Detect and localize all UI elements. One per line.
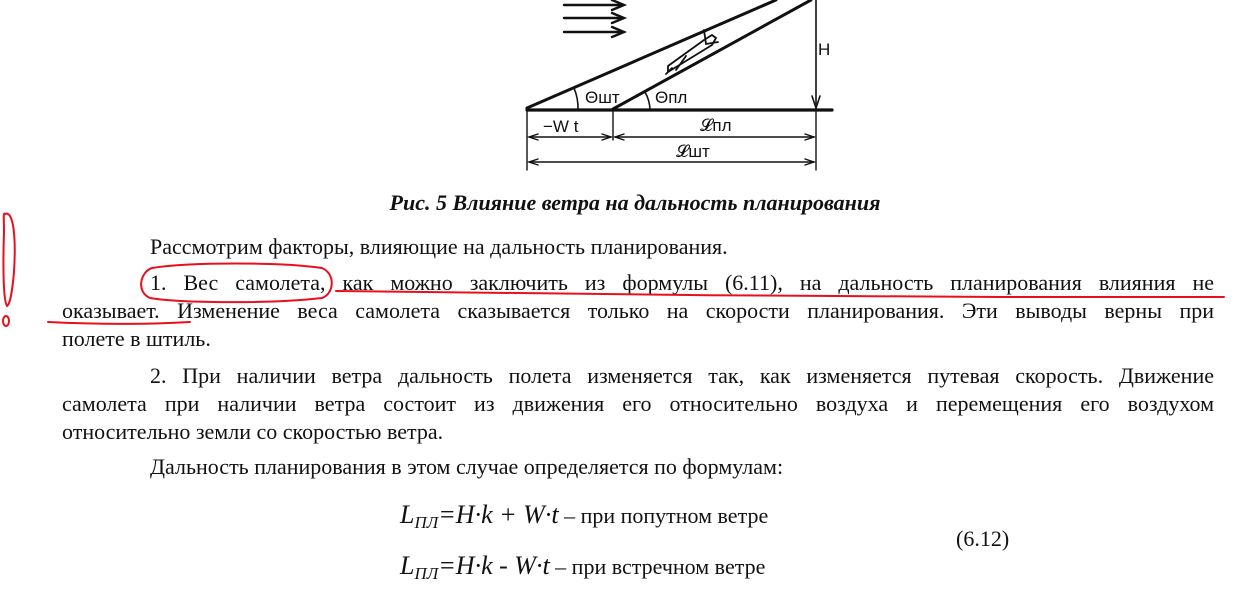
paragraph-2-line-2: самолета при наличии ветра состоит из движения его относительно воздуха и перемещения его воздухом (62, 391, 1214, 416)
glide-path-wind (613, 0, 811, 109)
paragraph-2-line-3: относительно земли со скоростью ветра. (62, 419, 444, 444)
paragraph-1-line-2: оказывает. Изменение веса самолета сказывается только на скорости планирования. Эти выводы верны при (62, 298, 1214, 323)
paragraph-1-line-3: полете в штиль. (62, 326, 211, 351)
paragraph-intro: Рассмотрим факторы, влияющие на дальность планирования. (150, 234, 728, 259)
label-theta-pl: Θпл (655, 88, 688, 107)
exclamation-dot-icon (3, 316, 9, 326)
label-l-pl: 𝓛пл (700, 116, 732, 135)
paragraph-formulas-intro: Дальность планирования в этом случае определяется по формулам: (150, 454, 784, 479)
formula-lhs: L (400, 551, 415, 580)
label-wt: −W t (543, 117, 579, 136)
formula-subscript: ПЛ (414, 564, 439, 583)
formula-rhs: =H·k + W·t (438, 500, 559, 529)
formula-description: – при встречном ветре (549, 554, 766, 579)
formula-description: – при попутном ветре (558, 503, 769, 528)
formula-lhs: L (400, 500, 415, 529)
formula-subscript: ПЛ (414, 513, 439, 532)
paragraph-2-line-1: 2. При наличии ветра дальность полета изменяется так, как изменяется путевая скорость. Движение (150, 363, 1214, 388)
label-theta-sht: Θшт (585, 88, 620, 107)
figure-caption: Рис. 5 Влияние ветра на дальность планирования (389, 190, 881, 215)
airplane-icon (666, 30, 718, 74)
wind-arrows-icon (564, 0, 624, 37)
exclamation-mark-icon (3, 214, 14, 306)
formula-tailwind (400, 500, 768, 533)
paragraph-1-line-1: 1. Вес самолета, как можно заключить из формулы (6.11), на дальность планирования влияния не (150, 270, 1214, 295)
label-h: H (818, 40, 831, 59)
glide-path-still (527, 0, 776, 108)
angle-arc-sht (574, 88, 578, 110)
label-l-sht: 𝓛шт (676, 142, 710, 161)
angle-arc-pl (645, 92, 650, 110)
formula-headwind (400, 551, 765, 584)
formula-rhs: =H·k - W·t (438, 551, 550, 580)
equation-number: (6.12) (956, 526, 1010, 551)
